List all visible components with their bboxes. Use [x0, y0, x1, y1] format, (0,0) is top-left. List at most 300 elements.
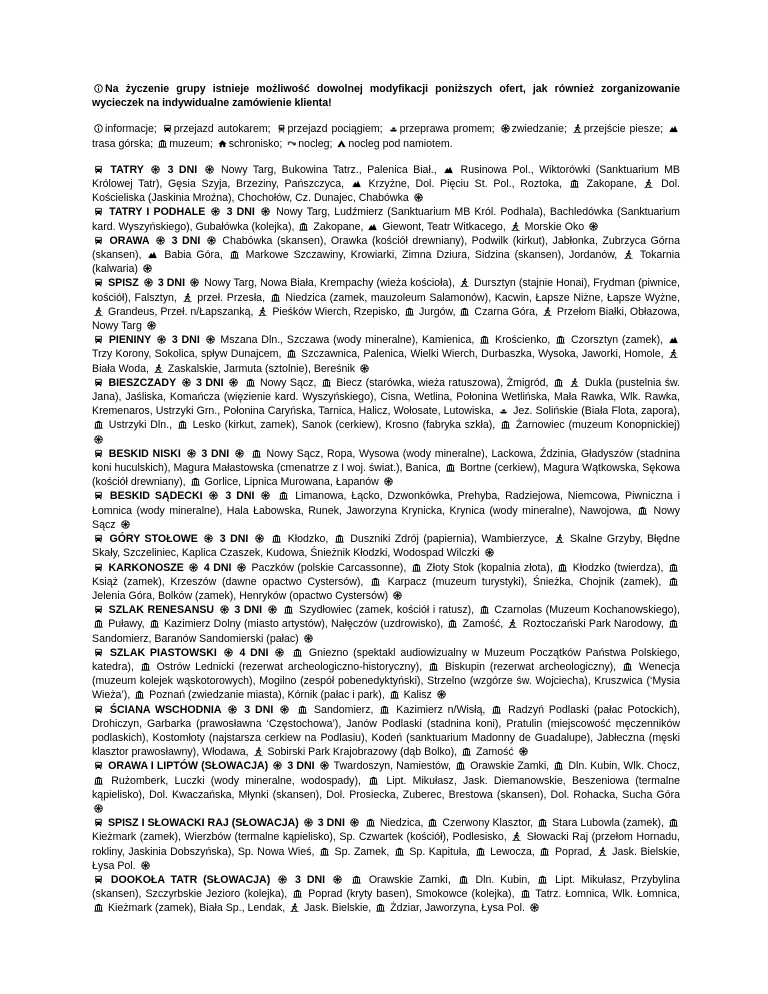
museum-icon — [379, 705, 390, 714]
sightseeing-icon — [188, 563, 199, 572]
museum-icon — [458, 875, 469, 884]
museum-icon — [283, 605, 294, 614]
legend-label: przejazd autokarem; — [173, 123, 271, 136]
museum-icon — [455, 761, 466, 770]
tour-entry — [92, 646, 680, 703]
tour-route-text: Dln. Kubin, Wlk. Chocz, — [568, 760, 680, 773]
tour-route-text: Tatrz. Łomnica, Wlk. Łomnica, — [535, 888, 680, 901]
sightseeing-icon — [120, 520, 131, 529]
museum-icon — [270, 293, 281, 302]
museum-icon — [668, 563, 679, 572]
bus-icon — [93, 761, 104, 770]
tour-entry — [92, 759, 680, 816]
tour-route-text: Ostrów Lednicki (rezerwat archeologiczno-historyczny), — [156, 660, 423, 673]
ferry-icon — [388, 124, 399, 133]
museum-icon — [93, 776, 104, 785]
sightseeing-icon — [208, 491, 219, 500]
sightseeing-icon — [260, 491, 271, 500]
tour-route-text: Żarnowiec (muzeum Konopnickiej) — [515, 419, 681, 432]
bed-icon — [286, 139, 297, 148]
tour-entry — [92, 703, 680, 760]
bus-icon — [93, 605, 104, 614]
museum-icon — [537, 875, 548, 884]
museum-icon — [368, 776, 379, 785]
museum-icon — [537, 818, 548, 827]
tour-route-text: Morskie Oko — [524, 220, 585, 233]
museum-icon — [668, 619, 679, 628]
tour-route-text: Nowy Targ, Nowa Biała, Krempachy (wieża kościoła), — [204, 277, 455, 290]
bus-icon — [93, 875, 104, 884]
bus-icon — [93, 449, 104, 458]
museum-icon — [245, 378, 256, 387]
museum-icon — [637, 506, 648, 515]
museum-icon — [319, 847, 330, 856]
tour-route-text: Złoty Stok (kopalnia złota), — [426, 561, 553, 574]
legend-label: informacje; — [105, 123, 157, 136]
sightseeing-icon — [93, 435, 104, 444]
bus-icon — [93, 491, 104, 500]
sightseeing-icon — [279, 705, 290, 714]
sightseeing-icon — [219, 605, 230, 614]
museum-icon — [394, 847, 405, 856]
tour-duration: 3 DNI — [225, 490, 255, 503]
tour-route-text: Trzy Korony, Sokolica, spływ Dunajcem, — [92, 348, 282, 361]
sightseeing-icon — [349, 818, 360, 827]
museum-icon — [411, 563, 422, 572]
tour-title: ŚCIANA WSCHODNIA — [109, 703, 222, 716]
tour-route-text: Twardoszyn, Namiestów, — [333, 760, 451, 773]
museum-icon — [404, 307, 415, 316]
sightseeing-icon — [203, 534, 214, 543]
museum-icon — [140, 662, 151, 671]
tour-route-text: Zamość, — [462, 618, 504, 631]
tour-duration: 3 DNI — [295, 873, 326, 886]
tour-entry — [92, 561, 680, 604]
tour-route-text: Sandomierz, — [313, 703, 374, 716]
hiking-icon — [623, 250, 634, 259]
sightseeing-icon — [146, 321, 157, 330]
mountain-icon — [147, 250, 158, 259]
legend-label: przeprawa promem; — [399, 123, 495, 136]
mountain-icon — [367, 222, 378, 231]
tour-title: TATRY — [110, 163, 144, 176]
tour-entry — [92, 234, 680, 277]
sightseeing-icon — [142, 264, 153, 273]
tour-route-text: Czarna Góra, — [474, 305, 539, 318]
hiking-icon — [572, 124, 583, 133]
info-icon — [93, 84, 104, 93]
tour-route-text: Roztoczański Park Narodowy, — [522, 618, 664, 631]
tour-route-text: Dursztyn (stajnie Honai), Frydman (piwnice, kościół), Falsztyn, — [92, 277, 680, 304]
museum-icon — [555, 335, 566, 344]
sightseeing-icon — [392, 591, 403, 600]
tour-route-text: Sobirski Park Krajobrazowy (dąb Bolko), — [267, 746, 458, 759]
bus-icon — [93, 378, 104, 387]
ferry-icon — [498, 406, 509, 415]
bus-icon — [93, 818, 104, 827]
museum-icon — [668, 818, 679, 827]
tour-route-text: Biała Woda, — [92, 362, 149, 375]
info-icon — [93, 124, 104, 133]
bus-icon — [93, 335, 104, 344]
museum-icon — [370, 577, 381, 586]
tour-route-text: Nowy Sącz — [92, 504, 680, 531]
museum-icon — [447, 619, 458, 628]
sightseeing-icon — [332, 875, 343, 884]
tour-title: PIENINY — [108, 334, 152, 347]
tour-route-text: Niedzica (zamek, mauzoleum Salamonów), Kacwin, Łapsze Niżne, Łapsze Wyżne, — [285, 291, 681, 304]
museum-icon — [93, 619, 104, 628]
museum-icon — [93, 420, 104, 429]
bus-icon — [93, 705, 104, 714]
tour-route-text: Wenecja (muzeum kolejek wąskotorowych), Mogilno (zespół pobenedyktyński), Strzelno (wzgórze św. Wojciecha), Kruszwica (‘Mysia Wieża’), — [92, 660, 680, 702]
tour-route-text: Książ (zamek), Krzeszów (dawne opactwo Cystersów), — [92, 575, 364, 588]
tour-duration: 4 DNI — [203, 561, 232, 574]
notice-text: Na życzenie grupy istnieje możliwość dowolnej modyfikacji poniższych ofert, jak również zorganizowanie wycieczek na indywidualne zamówienie klienta! — [92, 83, 680, 110]
tour-route-text: Chabówka (skansen), Orawka (kościół drewniany), Podwilk (kirkut), Jabłonka, Zubrzyca Górna (skansen), — [92, 234, 680, 262]
sightseeing-icon — [588, 222, 599, 231]
sightseeing-icon — [143, 278, 154, 287]
tour-route-text: Markowe Szczawiny, Krowiarki, Zimna Dziura, Sidzina (skansen), Jordanów, — [245, 249, 618, 262]
hiking-icon — [643, 179, 654, 188]
sightseeing-icon — [150, 165, 161, 174]
hiking-icon — [93, 307, 104, 316]
museum-icon — [428, 662, 439, 671]
tour-route-text: Lipt. Mikułasz, Przybylina (skansen), Szczyrbskie Jezioro (kolejka), — [92, 873, 680, 901]
tour-route-text: Zamość — [476, 746, 514, 759]
legend-label: schronisko; — [228, 137, 283, 150]
sightseeing-icon — [236, 563, 247, 572]
tour-duration: 4 DNI — [239, 646, 269, 659]
tour-route-text: Poznań (zwiedzanie miasta), Kórnik (pałac i park), — [149, 689, 385, 702]
hiking-icon — [153, 364, 164, 373]
notice — [92, 82, 680, 110]
mountain-icon — [668, 335, 679, 344]
museum-icon — [292, 889, 303, 898]
tour-route-text: Czarnolas (Muzeum Kochanowskiego), — [494, 604, 680, 617]
tour-route-text: Zakopane, — [313, 220, 364, 233]
tour-entry — [92, 205, 680, 233]
tour-route-text: Niedzica, — [379, 817, 424, 830]
mountain-icon — [443, 165, 454, 174]
museum-icon — [292, 648, 303, 657]
mountain-icon — [668, 124, 679, 133]
tour-route-text: Stara Lubowla (zamek), — [552, 817, 665, 830]
tour-route-text: Kieżmark (zamek), Biała Sp., Lendak, — [107, 902, 286, 915]
museum-icon — [539, 847, 550, 856]
tour-route-text: Nowy Targ, Ludźmierz (Sanktuarium MB Król. Podhala), Bachledówka (Sanktuarium kard. Wyszyńskiego), Gubałówka (kolejka), — [92, 206, 680, 233]
tour-route-text: Krościenko, — [495, 334, 551, 347]
tour-duration: 3 DNI — [167, 163, 198, 176]
tour-duration: 3 DNI — [226, 206, 255, 219]
tour-route-text: Karpacz (muzeum turystyki), Śnieżka, Chojnik (zamek), — [387, 575, 662, 588]
hiking-icon — [511, 832, 522, 841]
sightseeing-icon — [319, 761, 330, 770]
legend-label: trasa górska; — [92, 137, 154, 150]
museum-icon — [93, 903, 104, 912]
sightseeing-icon — [260, 207, 271, 216]
tour-title: BIESZCZADY — [108, 376, 177, 389]
tour-route-text: Kłodzko (twierdza), — [572, 561, 664, 574]
tour-route-text: Lesko (kirkut, zamek), Sanok (cerkiew), Krosno (fabryka szkła), — [192, 419, 496, 432]
museum-icon — [351, 875, 362, 884]
sightseeing-icon — [205, 335, 216, 344]
tour-title: SZLAK RENESANSU — [108, 604, 215, 617]
sightseeing-icon — [210, 207, 221, 216]
legend-label: zwiedzanie; — [511, 123, 567, 136]
sightseeing-icon — [156, 335, 167, 344]
tour-duration: 3 DNI — [287, 760, 315, 773]
sightseeing-icon — [518, 747, 529, 756]
museum-icon — [297, 705, 308, 714]
tour-entry — [92, 447, 680, 490]
tour-route-text: Duszniki Zdrój (papiernia), Wambierzyce, — [350, 533, 549, 546]
tour-title: DOOKOŁA TATR (SŁOWACJA) — [110, 873, 271, 886]
tour-route-text: Orawskie Zamki, — [470, 760, 550, 773]
museum-icon — [286, 349, 297, 358]
museum-icon — [334, 534, 345, 543]
tour-title: KARKONOSZE — [108, 561, 184, 574]
museum-icon — [557, 563, 568, 572]
sightseeing-icon — [254, 534, 265, 543]
tour-route-text: Mszana Dln., Szczawa (wody mineralne), Kamienica, — [220, 334, 475, 347]
museum-icon — [475, 847, 486, 856]
tour-route-text: Dukla (pustelnia św. Jana), Jaśliska, Komańcza (więzienie kard. Wyszyńskiego), Cisna, Wetlina, Połonina Wetlińska, Mała Rawka, Wlk. Rawka, Kremenaros, Ustrzyki Grn., Połonina Caryńska, Tarnica, Halicz, Wołosate, Lutowiska, — [92, 376, 681, 418]
tour-route-text: Radzyń Podlaski (pałac Potockich), Drohiczyn, Garbarka (prawosławna ‘Częstochowa’), Janów Podlaski (stadnina koni), Pratulin (miejscowość męczenników podlaskich), Kostomłoty (najstarsza cerkiew na Podlasiu), Kodeń (sanktuarium Madonny de Guadalupe), Jabłeczna (męski klasztor prawosławny), Włodawa, — [92, 703, 680, 759]
tour-route-text: Jez. Solińskie (Biała Flota, zapora), — [513, 405, 680, 418]
hiking-icon — [510, 222, 521, 231]
tour-title: SZLAK PIASTOWSKI — [109, 646, 217, 659]
hiking-icon — [257, 307, 268, 316]
museum-icon — [149, 619, 160, 628]
tour-route-text: Gorlice, Lipnica Murowana, Łapanów — [204, 476, 379, 489]
tour-entry — [92, 276, 680, 333]
hiking-icon — [459, 278, 470, 287]
museum-icon — [298, 222, 309, 231]
tour-title: ORAWA — [109, 234, 150, 247]
sightseeing-icon — [223, 648, 234, 657]
museum-icon — [278, 491, 289, 500]
mountain-icon — [351, 179, 362, 188]
sightseeing-icon — [267, 605, 278, 614]
museum-icon — [553, 378, 564, 387]
tour-route-text: Szydłowiec (zamek, kościół i ratusz), — [298, 604, 475, 617]
hiking-icon — [507, 619, 518, 628]
tour-title: BESKID NISKI — [108, 447, 181, 460]
tour-route-text: Nowy Sącz, Ropa, Wysowa (wody mineralne), Lackowa, Ździnia, Gładyszów (stadnina koni huculskich), Magura Małastowska (cmenatrze z I woj. świat.), Banica, — [92, 447, 680, 475]
tour-route-text: Gniezno (spektakl audiowizualny w Muzeum Początków Państwa Polskiego, katedra), — [92, 646, 680, 673]
museum-icon — [365, 818, 376, 827]
tour-title: TATRY I PODHALE — [109, 206, 206, 219]
tour-route-text: Pieśków Wierch, Rzepisko, — [272, 305, 401, 318]
tour-route-text: Kalisz — [403, 689, 432, 702]
tour-route-text: Jask. Bielskie, Łysa Pol. — [92, 845, 680, 872]
tour-route-text: Skalne Grzyby, Błędne Skały, Szczeliniec, Kaplica Czaszek, Kudowa, Śnieżnik Kłodzki, Wodospad Wilczki — [92, 533, 680, 560]
museum-icon — [445, 463, 456, 472]
tour-entry — [92, 603, 680, 646]
museum-icon — [461, 747, 472, 756]
sightseeing-icon — [140, 861, 151, 870]
sightseeing-icon — [436, 690, 447, 699]
hiking-icon — [597, 847, 608, 856]
tour-duration: 3 DNI — [171, 234, 201, 247]
bus-icon — [162, 124, 173, 133]
museum-icon — [622, 662, 633, 671]
tour-route-text: Orawskie Zamki, — [368, 873, 451, 886]
sightseeing-icon — [277, 875, 288, 884]
museum-icon — [251, 449, 262, 458]
sightseeing-icon — [529, 903, 540, 912]
museum-icon — [177, 420, 188, 429]
tour-route-text: Zaskalskie, Jarmuta (sztolnie), Bereśnik — [167, 362, 356, 375]
bus-icon — [93, 236, 104, 245]
tour-title: SPISZ I SŁOWACKI RAJ (SŁOWACJA) — [107, 817, 299, 830]
tour-duration: 3 DNI — [317, 817, 345, 830]
sightseeing-icon — [500, 124, 511, 133]
tour-route-text: Przełom Białki, Obłazowa, Nowy Targ — [92, 305, 680, 333]
tent-icon — [336, 139, 347, 148]
tour-route-text: Grandeus, Przeł. n/Łapszanką, — [107, 305, 254, 318]
sightseeing-icon — [303, 818, 314, 827]
sightseeing-icon — [383, 477, 394, 486]
tour-route-text: Biecz (starówka, wieża ratuszowa), Żmigród, — [336, 376, 549, 389]
sightseeing-icon — [186, 449, 197, 458]
museum-icon — [500, 420, 511, 429]
tour-route-text: Jelenia Góra, Bolków (zamek), Henryków (opactwo Cystersów) — [92, 589, 389, 602]
tour-entry — [92, 163, 680, 206]
tour-entry — [92, 532, 680, 560]
museum-icon — [520, 889, 531, 898]
tour-list — [92, 163, 680, 916]
tour-route-text: Nowy Sącz, — [259, 376, 317, 389]
bus-icon — [93, 563, 104, 572]
sightseeing-icon — [93, 804, 104, 813]
tour-route-text: Kieżmark (zamek), Wierzbów (termalne kąpielisko), Sp. Czwartek (kościół), Podlesisko, — [92, 831, 507, 844]
museum-icon — [479, 605, 490, 614]
tour-route-text: Żdziar, Jaworzyna, Łysa Pol. — [390, 902, 525, 915]
museum-icon — [479, 335, 490, 344]
tour-route-text: Sandomierz, Baranów Sandomierski (pałac) — [92, 632, 299, 645]
museum-icon — [491, 705, 502, 714]
museum-icon — [553, 761, 564, 770]
museum-icon — [668, 577, 679, 586]
tour-route-text: Czerwony Klasztor, — [442, 817, 534, 830]
tour-route-text: Słowacki Raj (przełom Hornadu, rokliny, Jaskinia Dobszyńska), Sp. Nowa Wieś, — [92, 831, 680, 858]
tour-entry — [92, 873, 680, 916]
hiking-icon — [569, 378, 580, 387]
sightseeing-icon — [413, 193, 424, 202]
tour-route-text: Bortne (cerkiew), Magura Wątkowska, Sękowa (kościół drewniany), — [92, 462, 680, 489]
tour-entry — [92, 816, 680, 873]
sightseeing-icon — [272, 761, 283, 770]
tour-route-text: Szczawnica, Palenica, Wielki Wierch, Durbaszka, Wysoka, Jaworki, Homole, — [301, 348, 664, 361]
tour-title: SPISZ — [108, 277, 139, 290]
sightseeing-icon — [303, 634, 314, 643]
hiking-icon — [554, 534, 565, 543]
tour-entry — [92, 376, 680, 447]
museum-icon — [134, 690, 145, 699]
sightseeing-icon — [189, 278, 200, 287]
tour-route-text: Biskupin (rezerwat archeologiczny), — [444, 660, 617, 673]
tour-route-text: przeł. Przesła, — [197, 291, 266, 304]
hiking-icon — [289, 903, 300, 912]
museum-icon — [271, 534, 282, 543]
sightseeing-icon — [359, 364, 370, 373]
museum-icon — [569, 179, 580, 188]
tour-route-text: Dol. Kościeliska (Jaskinia Mroźna), Chochołów, Cz. Dunajec, Chabówka — [92, 178, 680, 205]
tour-duration: 3 DNI — [201, 447, 230, 460]
tour-route-text: Kazimierz Dolny (miasto artystów), Nałęczów (uzdrowisko), — [163, 618, 444, 631]
tour-title: ORAWA I LIPTÓW (SŁOWACJA) — [108, 760, 269, 773]
legend-label: nocleg pod namiotem. — [348, 137, 453, 150]
bus-icon — [93, 278, 104, 287]
tour-entry — [92, 489, 680, 532]
tour-route-text: Krzyżne, Dol. Pięciu St. Pol., Roztoka, — [368, 178, 563, 191]
sightseeing-icon — [181, 378, 192, 387]
tour-route-text: Lipt. Mikułasz, Jask. Diemanowskie, Beszeniowa (termalne kąpielisko), Dol. Kwaczańska, Młynki (skansen), Dol. Prosiecka, Zuberec, Brestowa (skansen), Dol. Rohacka, Sucha Góra — [92, 774, 681, 801]
tour-duration: 3 DNI — [171, 334, 200, 347]
tour-route-text: Puławy, — [108, 618, 145, 631]
sightseeing-icon — [155, 236, 166, 245]
tour-route-text: Jask. Bielskie, — [304, 902, 372, 915]
legend-label: muzeum; — [169, 137, 213, 150]
tour-route-text: Poprad, — [554, 845, 593, 858]
tour-route-text: Babia Góra, — [164, 249, 223, 262]
museum-icon — [459, 307, 470, 316]
hiking-icon — [668, 349, 679, 358]
tour-route-text: Nowy Targ, Bukowina Tatrz., Palenica Biał., — [221, 163, 437, 176]
sightseeing-icon — [484, 548, 495, 557]
tour-entry — [92, 333, 680, 376]
tour-duration: 3 DNI — [219, 533, 249, 546]
tour-route-text: Rusinowa Pol., Wiktorówki (Sanktuarium MB Królowej Tatr), Gęsia Szyja, Brzeziny, Pańszczyca, — [92, 163, 681, 191]
museum-icon — [427, 818, 438, 827]
hiking-icon — [253, 747, 264, 756]
tour-duration: 3 DNI — [157, 277, 186, 290]
sightseeing-icon — [227, 705, 238, 714]
tour-route-text: Ustrzyki Dln., — [108, 419, 173, 432]
legend-label: przejście piesze; — [583, 123, 664, 136]
tour-route-text: Kłodzko, — [287, 533, 329, 546]
train-icon — [276, 124, 287, 133]
bus-icon — [93, 534, 104, 543]
museum-icon — [321, 378, 332, 387]
tour-route-text: Dln. Kubin, — [475, 873, 531, 886]
bus-icon — [93, 165, 104, 174]
bus-icon — [93, 648, 104, 657]
legend-label: nocleg; — [298, 137, 333, 150]
shelter-icon — [217, 139, 228, 148]
sightseeing-icon — [274, 648, 285, 657]
tour-route-text: Paczków (polskie Carcassonne), — [251, 561, 407, 574]
sightseeing-icon — [204, 165, 215, 174]
tour-route-text: Poprad (kryty basen), Smokowce (kolejka), — [308, 888, 515, 901]
tour-duration: 3 DNI — [234, 604, 263, 617]
tour-route-text: Sp. Zamek, — [334, 845, 390, 858]
tour-route-text: Czorsztyn (zamek), — [571, 334, 664, 347]
hiking-icon — [542, 307, 553, 316]
museum-icon — [229, 250, 240, 259]
tour-title: GÓRY STOŁOWE — [109, 533, 198, 546]
sightseeing-icon — [234, 449, 245, 458]
legend — [92, 122, 680, 150]
museum-icon — [375, 903, 386, 912]
tour-route-text: Rużomberk, Luczki (wody mineralne, wodospady), — [111, 774, 361, 787]
hiking-icon — [182, 293, 193, 302]
tour-route-text: Zakopane, — [586, 178, 637, 191]
bus-icon — [93, 207, 104, 216]
offer-page — [92, 82, 680, 916]
